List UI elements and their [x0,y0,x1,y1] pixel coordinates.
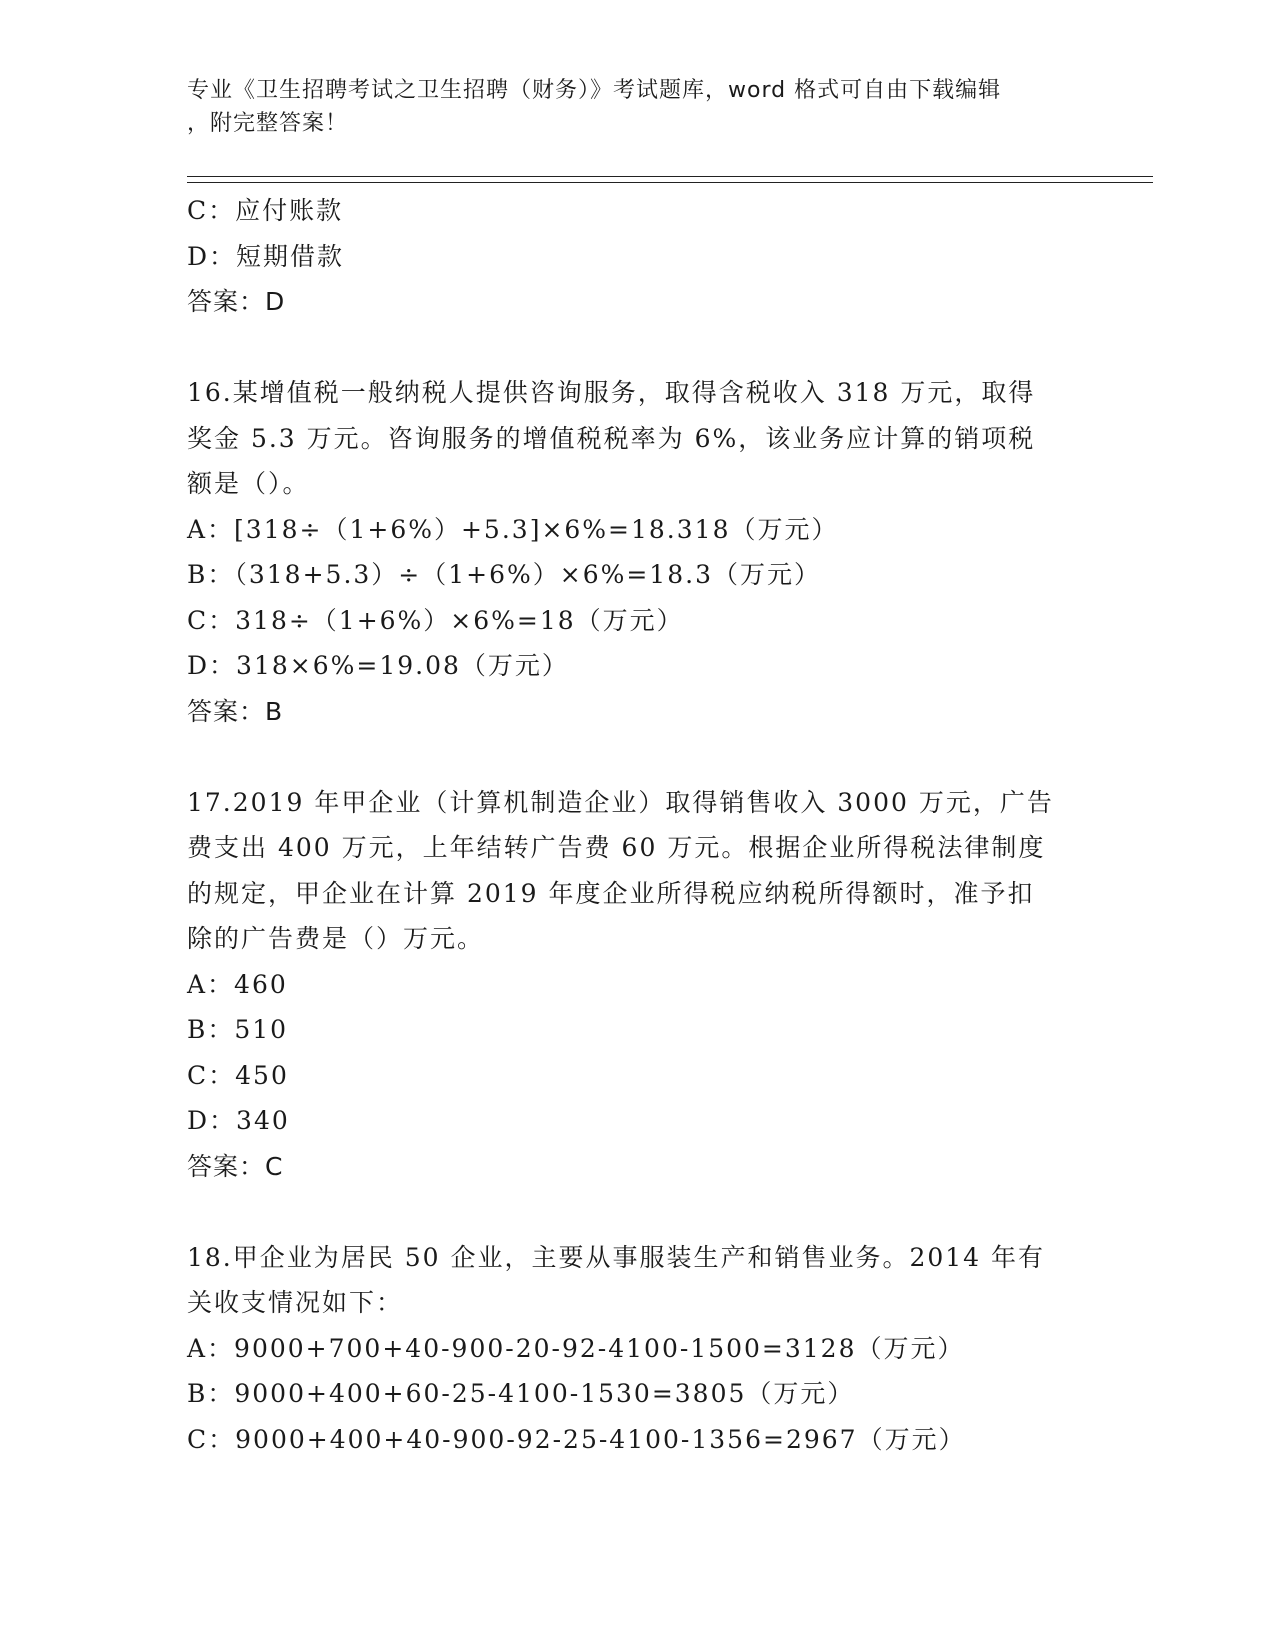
q18-option-b: B：9000+400+60-25-4100-1530=3805（万元） [187,1379,855,1408]
q18-stem-line-1: 18.甲企业为居民 50 企业，主要从事服装生产和销售业务。2014 年有 [187,1242,1046,1272]
q18-option-c: C：9000+400+40-900-92-25-4100-1356=2967（万元） [187,1424,966,1454]
header-line-2: ，附完整答案！ [187,111,349,136]
spacer [187,325,1087,371]
q16-stem-line-3: 额是（）。 [187,469,310,498]
header-line-1: 专业《卫生招聘考试之卫生招聘（财务）》考试题库，word 格式可自由下载编辑 [187,78,1002,103]
q17-stem-line-4: 除的广告费是（）万元。 [187,924,485,953]
q18-option-a: A：9000+700+40-900-20-92-4100-1500=3128（万元） [187,1333,965,1363]
q17-option-b: B：510 [187,1015,289,1044]
q16-option-d: D：318×6%=19.08（万元） [187,651,569,680]
q16-option-c: C：318÷（1+6%）×6%=18（万元） [187,605,684,635]
q16-option-a: A：[318÷（1+6%）+5.3]×6%=18.318（万元） [187,514,839,544]
q15-option-c: C：应付账款 [187,196,344,225]
q17-answer: 答案：C [187,1151,284,1181]
q16-stem-line-2: 奖金 5.3 万元。咨询服务的增值税税率为 6%，该业务应计算的销项税 [187,423,1036,453]
q16-answer: 答案：B [187,696,284,726]
q16-option-b: B：（318+5.3）÷（1+6%）×6%=18.3（万元） [187,560,821,589]
spacer [187,734,1087,780]
q17-option-a: A：460 [187,969,288,999]
q16-stem-line-1: 16.某增值税一般纳税人提供咨询服务，取得含税收入 318 万元，取得 [187,378,1036,407]
q17-stem-line-1: 17.2019 年甲企业（计算机制造企业）取得销售收入 3000 万元，广告 [187,787,1054,817]
q15-answer: 答案：D [187,287,286,316]
q17-stem-line-3: 的规定，甲企业在计算 2019 年度企业所得税应纳税所得额时，准予扣 [187,878,1035,908]
header-divider-bottom [187,182,1153,183]
q17-option-d: D：340 [187,1106,290,1135]
document-header [187,74,1067,140]
q17-stem-line-2: 费支出 400 万元，上年结转广告费 60 万元。根据企业所得税法律制度 [187,833,1046,862]
header-divider-top [187,176,1153,177]
spacer [187,1189,1087,1235]
question-content [187,188,1087,1462]
q18-stem-line-2: 关收支情况如下： [187,1288,404,1317]
q15-option-d: D：短期借款 [187,241,345,271]
q17-option-c: C：450 [187,1060,289,1090]
